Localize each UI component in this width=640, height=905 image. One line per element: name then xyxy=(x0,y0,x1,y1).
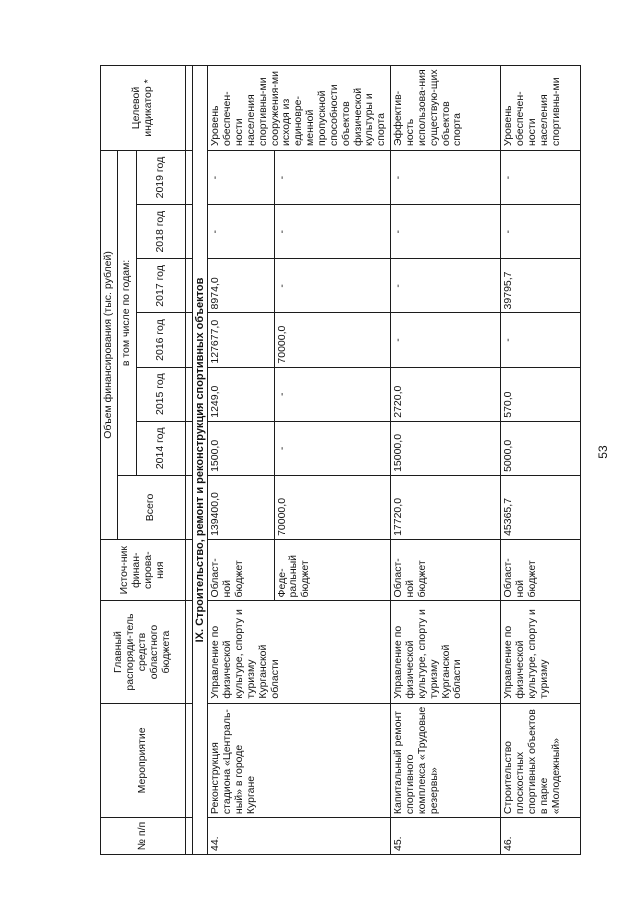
row-y2017: 39795,7 xyxy=(501,259,581,313)
row-y2014: 1500,0 xyxy=(208,421,274,475)
row-y2018: - xyxy=(391,205,501,259)
separator-cell xyxy=(185,421,192,475)
header-year: 2014 год xyxy=(136,421,185,475)
row-y2014: - xyxy=(274,421,391,475)
row-num: 44. xyxy=(208,818,391,855)
table-viewport xyxy=(100,65,560,855)
separator-cell xyxy=(185,601,192,703)
header-year: 2015 год xyxy=(136,367,185,421)
row-y2016: 70000,0 xyxy=(274,313,391,367)
row-source: Област-ной бюджет xyxy=(501,539,581,601)
funding-table xyxy=(100,65,581,855)
separator-cell xyxy=(185,703,192,817)
row-manager: Управление по физической культуре, спорту и туризму Курганской области xyxy=(391,601,501,703)
row-indicator: Уровень обеспечен-ности населения спортивны-ми xyxy=(501,66,581,151)
row-y2017: - xyxy=(391,259,501,313)
row-y2016: - xyxy=(501,313,581,367)
row-event: Строительство плоскостных спортивных объектов в парке «Молодежный» xyxy=(501,703,581,817)
header-by-years: в том числе по годам: xyxy=(117,150,136,475)
header-event: Мероприятие xyxy=(101,703,186,817)
table-row xyxy=(501,66,581,855)
row-source: Област-ной бюджет xyxy=(391,539,501,601)
header-year: 2019 год xyxy=(136,150,185,204)
row-y2018: - xyxy=(501,205,581,259)
separator-cell xyxy=(185,475,192,539)
row-y2015: 570,0 xyxy=(501,367,581,421)
row-source: Област-ной бюджет xyxy=(208,539,274,601)
row-total: 45365,7 xyxy=(501,475,581,539)
row-event: Капитальный ремонт спортивного комплекса «Трудовые резервы» xyxy=(391,703,501,817)
row-indicator: Эффектив-ность использова-ния существую-щих объектов спорта xyxy=(391,66,501,151)
header-year: 2017 год xyxy=(136,259,185,313)
header-year: 2016 год xyxy=(136,313,185,367)
row-y2019: - xyxy=(391,150,501,204)
header-indicator: Целевой индикатор * xyxy=(101,66,186,151)
row-source: Феде-ральный бюджет xyxy=(274,539,391,601)
separator-cell xyxy=(185,367,192,421)
row-y2015: 2720,0 xyxy=(391,367,501,421)
page-number: 53 xyxy=(596,445,610,459)
row-y2016: - xyxy=(391,313,501,367)
separator-cell xyxy=(185,539,192,601)
section-title: IX. Строительство, ремонт и реконструкция спортивных объектов xyxy=(192,66,207,855)
header-source: Источ-ник финан-сирова-ния xyxy=(101,539,186,601)
row-y2017: 8974,0 xyxy=(208,259,274,313)
row-total: 17720,0 xyxy=(391,475,501,539)
row-y2018: - xyxy=(208,205,274,259)
row-num: 45. xyxy=(391,818,501,855)
row-y2017: - xyxy=(274,259,391,313)
separator-cell xyxy=(185,66,192,151)
table-row xyxy=(208,66,274,855)
row-y2014: 5000,0 xyxy=(501,421,581,475)
separator-cell xyxy=(185,818,192,855)
header-manager: Главный распоряди-тель средств областного бюджета xyxy=(101,601,186,703)
separator-cell xyxy=(185,313,192,367)
row-y2018: - xyxy=(274,205,391,259)
row-y2015: - xyxy=(274,367,391,421)
row-y2016: 127677,0 xyxy=(208,313,274,367)
row-manager: Управление по физической культуре, спорту и туризму xyxy=(501,601,581,703)
row-event: Реконструкция стадиона «Централь-ный» в городе Кургане xyxy=(208,703,391,817)
table-row xyxy=(391,66,501,855)
row-total: 139400,0 xyxy=(208,475,274,539)
row-y2019: - xyxy=(501,150,581,204)
header-total: Всего xyxy=(117,475,185,539)
row-y2014: 15000,0 xyxy=(391,421,501,475)
rotated-table-container xyxy=(100,65,560,855)
header-year: 2018 год xyxy=(136,205,185,259)
row-total: 70000,0 xyxy=(274,475,391,539)
header-funding: Объем финансирования (тыс. рублей) xyxy=(101,150,118,539)
row-y2019: - xyxy=(208,150,274,204)
row-num: 46. xyxy=(501,818,581,855)
separator-cell xyxy=(185,150,192,204)
row-indicator: Уровень обеспечен-ности населения спортивны-ми сооружения-ми исходя из единовре-менной пропускной способности объектов физической культуры и спорта xyxy=(208,66,391,151)
row-y2019: - xyxy=(274,150,391,204)
separator-cell xyxy=(185,259,192,313)
row-y2015: 1249,0 xyxy=(208,367,274,421)
header-num: № п/п xyxy=(101,818,186,855)
separator-cell xyxy=(185,205,192,259)
row-manager: Управление по физической культуре, спорту и туризму Курганской области xyxy=(208,601,391,703)
